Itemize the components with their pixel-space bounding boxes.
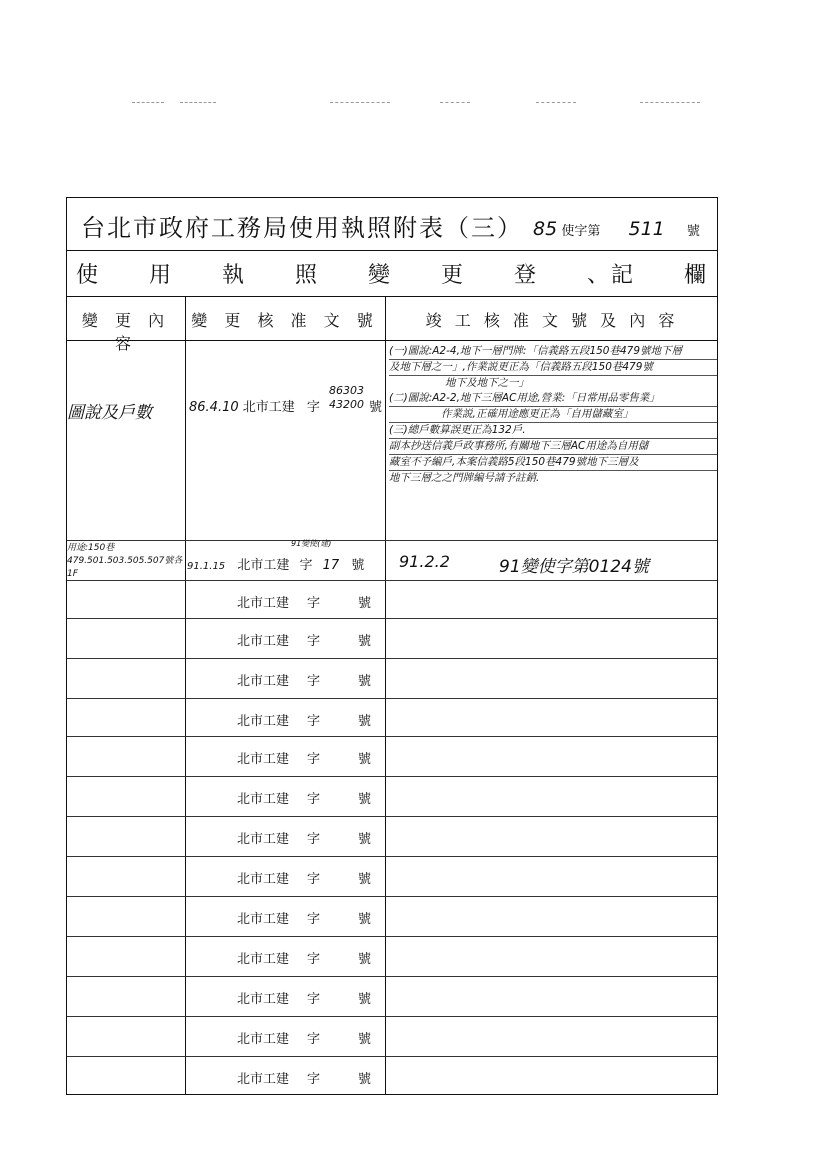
blank-row-zi: 字: [307, 952, 321, 967]
note-line: 作業説,正確用途應更正為「自用儲藏室」: [389, 407, 717, 423]
blank-row-zi: 字: [307, 792, 321, 807]
permit-suffix: 號: [686, 224, 700, 239]
column-divider: [385, 296, 386, 1094]
scan-mark-dash: [180, 102, 216, 104]
note-line: 地下三層之之門牌編号請予註銷.: [389, 472, 540, 484]
blank-row-hao: 號: [358, 1032, 372, 1047]
blank-row-issuer: 北市工建: [237, 714, 290, 729]
entry1-change: 圖說及戶數: [67, 403, 152, 423]
row-divider: [67, 976, 717, 977]
blank-row-zi: 字: [307, 714, 321, 729]
entry2-issuer: 北市工建: [237, 558, 290, 573]
blank-row-issuer: 北市工建: [237, 674, 290, 689]
section-heading-row: [67, 250, 717, 297]
entry1-approval: [189, 396, 320, 415]
license-attachment-form: [66, 197, 718, 1095]
column-header-completion: 竣 工 核 准 文 號 及 內 容: [425, 311, 679, 330]
permit-serial: 511: [628, 218, 665, 240]
blank-row-zi: 字: [307, 674, 321, 689]
blank-row-issuer: 北市工建: [237, 832, 290, 847]
note-line: (二)圖說:A2-2,地下三層AC用途,營業:「日常用品零售業」: [389, 391, 717, 407]
blank-row-issuer: 北市工建: [237, 1032, 290, 1047]
permit-number: [533, 218, 700, 240]
note-line: 副本抄送信義戶政事務所,有關地下三層AC用途為自用儲: [389, 439, 717, 455]
blank-approval-row: [237, 630, 371, 649]
entry1-completion-notes: [389, 344, 717, 486]
entry2-date: 91.1.15: [187, 561, 226, 572]
entry2-zi: 字: [299, 558, 313, 573]
blank-row-hao: 號: [358, 992, 372, 1007]
row-divider: [67, 658, 717, 659]
note-line: 藏室不予編戶,本案信義路5段150巷479號地下三層及: [389, 455, 717, 471]
entry1-zi: 字: [306, 400, 320, 415]
column-header-approval-doc: 變 更 核 准 文 號: [191, 311, 379, 330]
entry1-issuer: 北市工建: [242, 400, 295, 415]
row-divider: [67, 776, 717, 777]
permit-year: 85: [533, 218, 558, 240]
section-heading: 使 用 執 照 變 更 登 、記 欄: [76, 263, 708, 288]
blank-approval-row: [237, 868, 371, 887]
permit-prefix: 使字第: [561, 224, 601, 239]
blank-row-issuer: 北市工建: [237, 1072, 290, 1087]
blank-row-hao: 號: [358, 872, 372, 887]
blank-row-hao: 號: [358, 832, 372, 847]
entry2-hao: 號: [351, 558, 365, 573]
blank-row-zi: 字: [307, 634, 321, 649]
entry1-hao: 號: [369, 400, 383, 415]
blank-row-hao: 號: [358, 752, 372, 767]
blank-row-hao: 號: [358, 596, 372, 611]
blank-approval-row: [237, 1068, 371, 1087]
scan-mark-dash: [330, 102, 390, 104]
blank-row-zi: 字: [307, 992, 321, 1007]
blank-row-zi: 字: [307, 596, 321, 611]
note-line: (三)總戶數算誤更正為132戶.: [389, 423, 717, 439]
entry2-annotation: 91變使(建): [291, 539, 332, 548]
scan-mark-dash: [132, 102, 164, 104]
scan-mark-dash: [536, 102, 576, 104]
blank-row-zi: 字: [307, 832, 321, 847]
blank-approval-row: [237, 788, 371, 807]
blank-approval-row: [237, 592, 371, 611]
row-divider: [67, 736, 717, 737]
scan-mark-dash: [640, 102, 700, 104]
note-line: 地下及地下之一」: [445, 377, 529, 389]
blank-row-issuer: 北市工建: [237, 912, 290, 927]
blank-approval-row: [237, 670, 371, 689]
form-title: 台北市政府工務局使用執照附表（三）: [81, 214, 523, 242]
row-divider: [67, 856, 717, 857]
blank-row-issuer: 北市工建: [237, 752, 290, 767]
scan-mark-dash: [440, 102, 470, 104]
blank-row-zi: 字: [307, 752, 321, 767]
entry1-doc-no-top: 86303: [329, 384, 364, 397]
blank-row-issuer: 北市工建: [237, 872, 290, 887]
blank-row-hao: 號: [358, 792, 372, 807]
blank-row-zi: 字: [307, 912, 321, 927]
entry2-completion-doc: 91變使字第0124號: [499, 557, 649, 577]
entry1-date: 86.4.10: [189, 400, 239, 415]
blank-row-issuer: 北市工建: [237, 992, 290, 1007]
blank-approval-row: [237, 988, 371, 1007]
blank-row-hao: 號: [358, 952, 372, 967]
row-divider: [67, 618, 717, 619]
blank-approval-row: [237, 948, 371, 967]
blank-row-zi: 字: [307, 872, 321, 887]
entry2-change: 用途:150巷479.501.503.505.507號各1F: [67, 543, 183, 579]
entry1-doc-no: [329, 384, 364, 412]
blank-row-hao: 號: [358, 1072, 372, 1087]
blank-row-issuer: 北市工建: [237, 952, 290, 967]
blank-row-zi: 字: [307, 1072, 321, 1087]
entry1-doc-no-bottom: 43200: [329, 398, 364, 411]
entry2-completion-date: 91.2.2: [399, 552, 450, 571]
row-divider: [67, 816, 717, 817]
row-divider: [67, 936, 717, 937]
entry2-approval: [187, 554, 364, 573]
blank-approval-row: [237, 748, 371, 767]
row-divider: [67, 896, 717, 897]
row-divider: [67, 698, 717, 699]
row-divider: [67, 1056, 717, 1057]
row-divider: [67, 580, 717, 581]
blank-row-issuer: 北市工建: [237, 792, 290, 807]
blank-approval-row: [237, 1028, 371, 1047]
blank-row-hao: 號: [358, 634, 372, 649]
column-header-change: 變 更 內 容: [81, 311, 171, 353]
blank-approval-row: [237, 828, 371, 847]
row-divider: [67, 540, 717, 541]
blank-row-hao: 號: [358, 912, 372, 927]
note-line: 及地下層之一」,作業説更正為「信義路五段150巷479號: [389, 360, 717, 376]
blank-approval-row: [237, 908, 371, 927]
blank-approval-row: [237, 710, 371, 729]
blank-row-zi: 字: [307, 1032, 321, 1047]
note-line: (一)圖說:A2-4,地下一層門牌:「信義路五段150巷479號地下層: [389, 344, 717, 360]
entry2-number: 17: [322, 558, 340, 573]
blank-row-hao: 號: [358, 674, 372, 689]
blank-row-issuer: 北市工建: [237, 634, 290, 649]
row-divider: [67, 1016, 717, 1017]
blank-row-hao: 號: [358, 714, 372, 729]
column-divider: [185, 296, 186, 1094]
blank-row-issuer: 北市工建: [237, 596, 290, 611]
title-row: [67, 198, 717, 251]
